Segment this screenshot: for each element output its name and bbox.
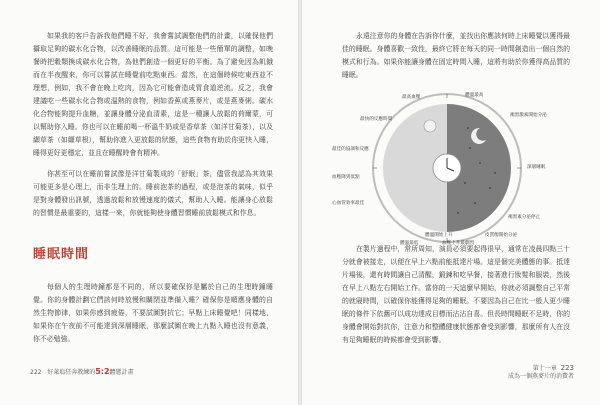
page-number: 223 [560,364,574,372]
folio-title: 成為一個燕麥片的消費者 [507,373,574,380]
circadian-clock-figure [330,88,565,248]
label-bottom-mid: 血壓上升最劇烈 [442,241,475,246]
page-number: 222 [30,369,42,376]
right-folio [508,364,574,381]
label-left-2: 血壓降到低點 [332,175,360,180]
label-left-1: 最佳的協調和反應 [332,147,369,152]
label-bottom-right: 皮質醇開始分泌 [485,233,518,238]
folio-chapter: 第十一章 [532,365,557,372]
body-paragraph: 如果我的客戶告訴我他們睡不好，我會嘗試調整他們的計畫，以確保他們攝取足夠的碳水化合物，以改善睡眠的品質。這可能是一些簡單的調整，如晚餐時把穀類換成碳水化合物，為他們創造一個更好的平衡。為了避免因為飢餓而在半夜醒來，你可以嘗試在睡覺前吃點東西。當然，在這個時候吃東西並不理想，例如，我不會在晚上吃肉，因為它可能會造成胃食道逆流。反之，我會建議吃一些碳水化合物或溫熱的食物，例如香蕉或燕麥片，或是燕麥粥。碳水化合物能夠提升血糖，並讓身體分泌血清素，這是一種讓人放鬆的荷爾蒙，可以幫助你入睡。你也可以在睡前喝一杯溫牛奶或是香草茶（如洋甘菊茶），以及纈草茶（如纈草根），幫助你進入更放鬆的狀態，這些食物有助於你更快入睡，睡得更好更穩定，並且在睡醒時會有精神。 [33,32,273,157]
label-bottom-left: 體溫最低 [400,241,419,246]
label-top-mid: 體溫最高 [465,93,484,98]
label-upper-right: 褪黑激素開始分泌 [510,113,547,118]
body-paragraph: 每個人的生理時鐘都是不同的，所以要確保你是屬於自己的生理時鐘睡覺。你的身體計劃它們該何時放慢和關閉並準備入睡？確保你是順應身體的自然生物節律，如果你感到疲倦，不要試圖對抗它；早點上床睡覺吧！同樣地，如果你在午夜前不可能達到深層睡眠，那麼試圖在晚上九點入睡也沒有意義，你不必勉強。 [33,283,273,343]
running-title-highlight: 5:2 [95,367,110,376]
left-page [0,0,298,405]
label-right-1: 深層睡眠 [527,165,546,170]
body-paragraph: 永遠注意你的身體在告訴你什麼，並找出你應該何時上床睡覺以獲得最佳的睡眠。身體喜歡一致性，最終它將在每天的同一時間創造出一個自然的模式和行為。如果你能讓身體在固定時間入睡，這將有助於你獲得高品質的睡眠。 [342,32,570,79]
sun-icon [424,120,436,132]
left-folio [30,367,134,376]
running-title: 體態計畫 [109,369,134,376]
label-top-left: 最高血壓 [402,95,421,100]
running-title: 好萊塢狂奔教練的 [47,369,96,376]
label-left-3: 心血管效率最佳 [332,201,365,206]
label-bottom-far-right: 褪黑素分泌停止 [508,215,541,220]
body-paragraph: 在製片過程中，常所周知，演員必須要起得很早，通常在凌晨四點三十分就會被接走，以便在早上六點前能抵達片場。這是個完美體態的事。抵達片場後，還有時間讓自己清醒，鍛鍊和吃早餐，接著進行妝髮和服裝，然後在早上八點左右開始工作。當你的一天這麼早開始，你就必須調整自己平常的就寢時間，以確保你能獲得足夠的睡眠。不要因為自己在比一般人更少睡眠的條件下依舊可以成功達成目標而沾沾自喜。但長時間睡眠不足時，你的身體會開始對抗你，注意力和整體健康狀態都會受到影響，那麼所有人在沒有足夠睡眠的時候都會受到影響。 [342,245,570,344]
section-heading: 睡眠時間 [33,247,90,262]
label-bottom-center: 體溫開始上升 [425,233,453,238]
body-paragraph: 你甚至可以在睡前嘗試像是洋甘菊製成的「舒眠」茶，儘管我認為其效果可能更多是心理上，而非生理上的。睡前泡茶的過程，或是泡茶的氣味，似乎是對身體發出訊號，透過放鬆和放慢速度的儀式，幫助人入睡。能讓身心放鬆的習慣是最重要的，這樣一來，你就能夠使身體習慣睡前放鬆模式和作息。 [33,170,273,217]
label-upper-left: 最快的反應時間 [360,117,393,122]
